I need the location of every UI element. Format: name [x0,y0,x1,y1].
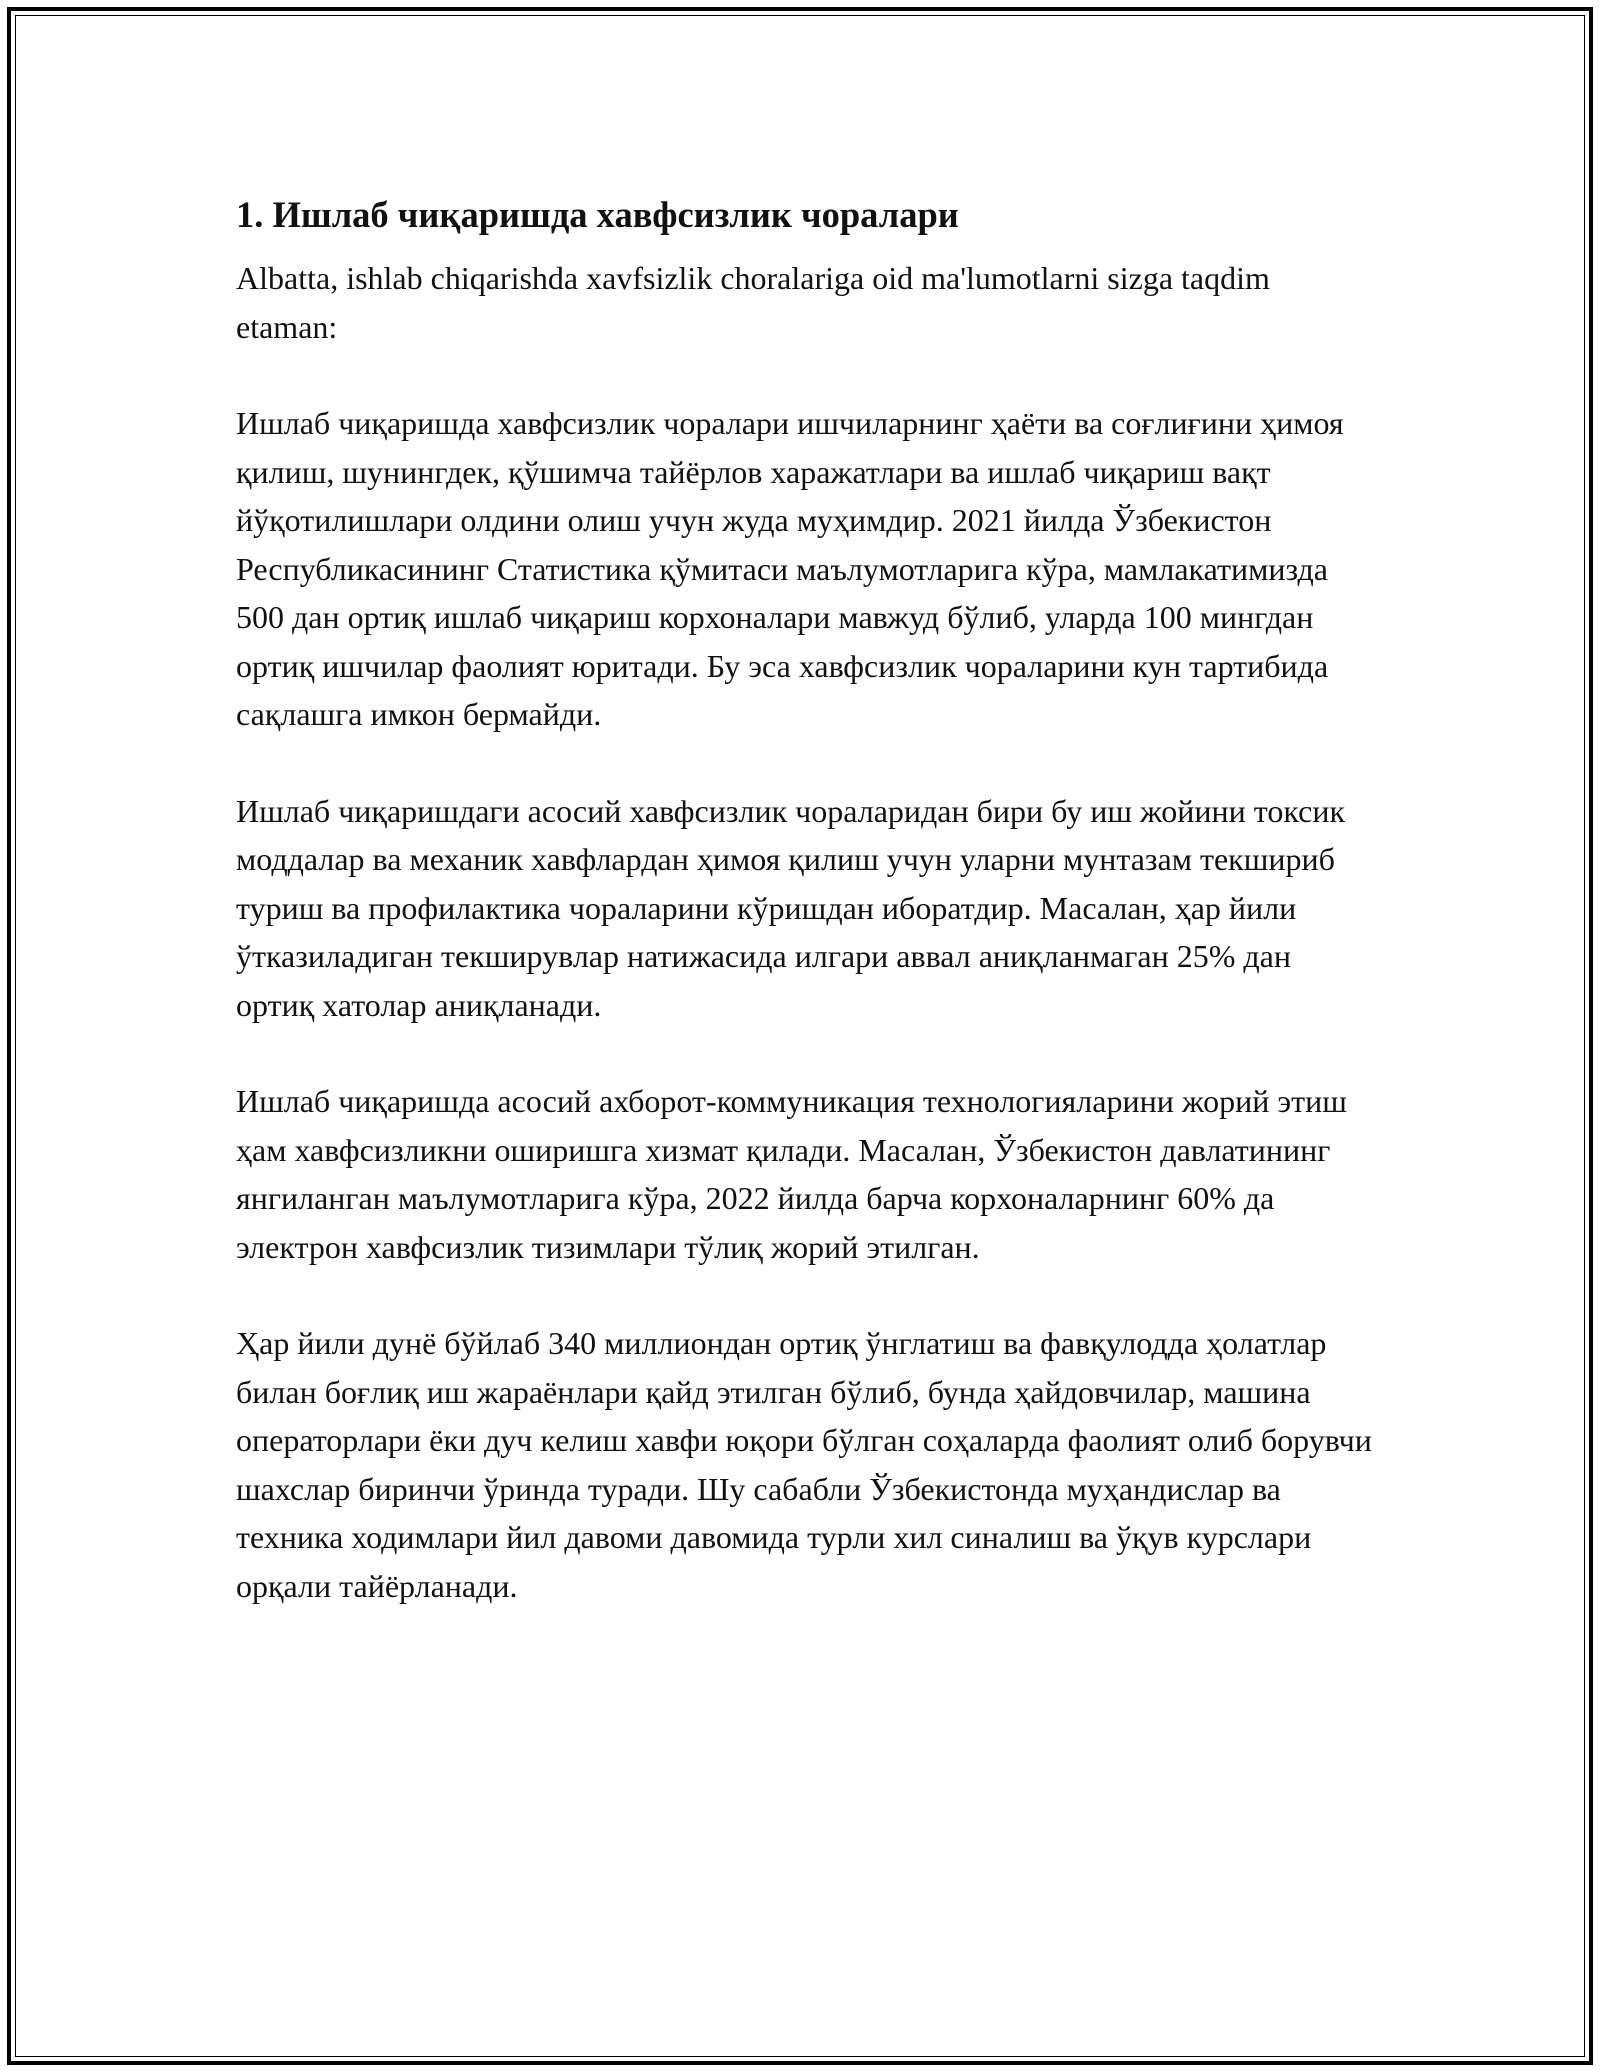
paragraph-training: Ҳар йили дунё бўйлаб 340 миллиондан ортиқ ўнглатиш ва фавқулодда ҳолатлар билан боғлиқ иш жараёнлари қайд этилган бўлиб, бунда ҳайдовчилар, машина операторлари ёки дуч келиш хавфи юқори бўлган соҳаларда фаолият олиб борувчи шахслар биринчи ўринда туради. Шу сабабли Ўзбекистонда муҳандислар ва техника ходимлари йил давоми давомида турли хил синалиш ва ўқув курслари орқали тайёрланади. [236,1325,1372,1604]
paragraph-ict-systems: Ишлаб чиқаришда асосий ахборот-коммуникация технологияларини жорий этиш ҳам хавфсизликни оширишга хизмат қилади. Масалан, Ўзбекистон давлатининг янгиланган маълумотларига кўра, 2022 йилда барча корхоналарнинг 60% да электрон хавфсизлик тизимлари тўлиқ жорий этилган. [236,1083,1347,1265]
paragraph-importance: Ишлаб чиқаришда хавфсизлик чоралари ишчиларнинг ҳаёти ва соғлиғини ҳимоя қилиш, шунингдек, қўшимча тайёрлов харажатлари ва ишлаб чиқариш вақт йўқотилишлари олдини олиш учун жуда муҳимдир. 2021 йилда Ўзбекистон Республикасининг Статистика қўмитаси маълумотларига кўра, мамлакатимизда 500 дан ортиқ ишлаб чиқариш корхоналари мавжуд бўлиб, уларда 100 мингдан ортиқ ишчилар фаолият юритади. Бу эса хавфсизлик чораларини кун тартибида сақлашга имкон бермайди. [236,405,1344,732]
paragraph-inspections: Ишлаб чиқаришдаги асосий хавфсизлик чораларидан бири бу иш жойини токсик моддалар ва механик хавфлардан ҳимоя қилиш учун уларни мунтазам текшириб туриш ва профилактика чораларини кўришдан иборатдир. Масалан, ҳар йили ўтказиладиган текширувлар натижасида илгари аввал аниқланмаган 25% дан ортиқ хатолар аниқланади. [236,792,1345,1023]
document-body [236,188,1376,1658]
intro-paragraph: Albatta, ishlab chiqarishda xavfsizlik choralariga oid ma'lumotlarni sizga taqdim etaman: [236,260,1270,345]
document-title: 1. Ишлаб чиқаришда хавфсизлик чоралари [236,194,959,235]
